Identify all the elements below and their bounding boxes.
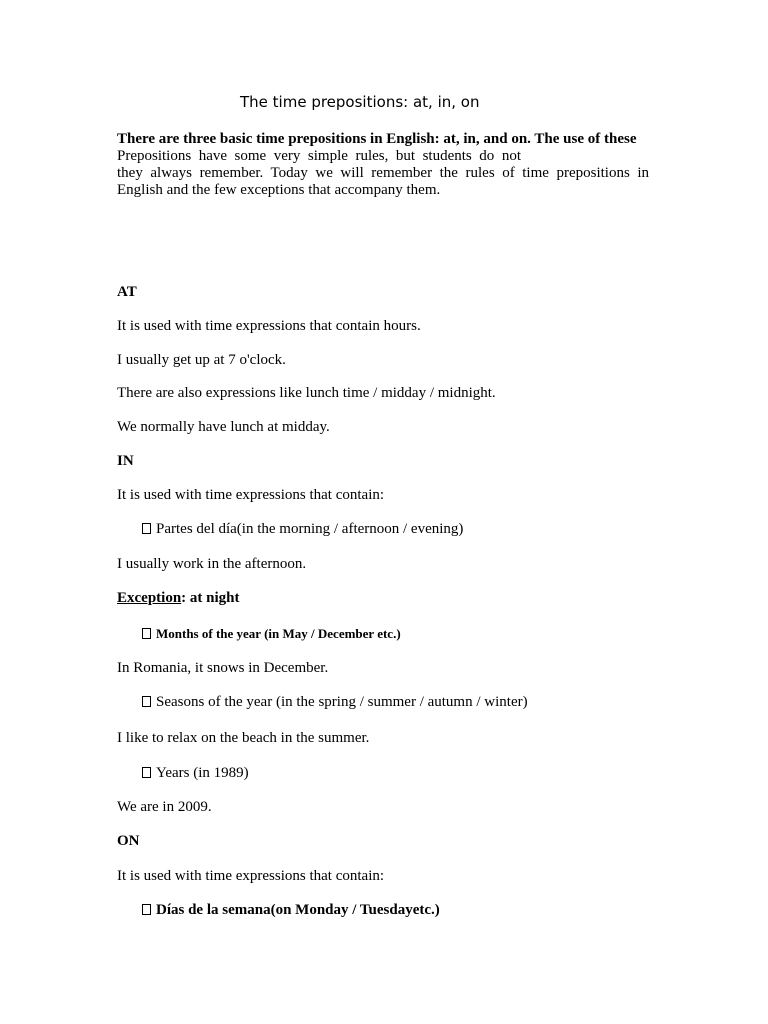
bullet-box-icon [142, 523, 151, 534]
in-bullet-2-text: Months of the year (in May / December etc.) [156, 626, 401, 641]
on-rule: It is used with time expressions that contain: [117, 868, 385, 884]
bullet-box-icon [142, 767, 151, 778]
intro-line-3: they always remember. Today we will remember the rules of time prepositions in [117, 165, 649, 181]
heading-in: IN [117, 453, 134, 469]
intro-paragraph [117, 131, 649, 199]
in-rule: It is used with time expressions that contain: [117, 487, 385, 503]
on-bullet-1 [142, 901, 440, 919]
intro-line-4: English and the few exceptions that accompany them. [117, 182, 441, 198]
in-bullet-2 [142, 625, 401, 643]
exception-text: : at night [181, 590, 240, 606]
exception-label: Exception [117, 590, 182, 606]
in-bullet-3-text: Seasons of the year (in the spring / summer / autumn / winter) [156, 694, 528, 710]
in-example-1: I usually work in the afternoon. [117, 556, 307, 572]
in-bullet-1-text: Partes del día(in the morning / afternoon / evening) [156, 521, 464, 537]
at-rule: It is used with time expressions that contain hours. [117, 318, 421, 334]
bullet-box-icon [142, 628, 151, 639]
intro-line-1: There are three basic time prepositions in English: at, in, and on. The use of these [117, 131, 637, 147]
in-bullet-3 [142, 693, 528, 711]
at-note: There are also expressions like lunch time / midday / midnight. [117, 385, 496, 401]
in-exception [117, 589, 240, 607]
in-bullet-4 [142, 764, 249, 782]
heading-at: AT [117, 284, 137, 300]
bullet-box-icon [142, 904, 151, 915]
in-bullet-1 [142, 520, 463, 538]
heading-on: ON [117, 833, 140, 849]
intro-line-2: Prepositions have some very simple rules, but students do not [117, 148, 521, 164]
at-example-1: I usually get up at 7 o'clock. [117, 352, 286, 368]
on-bullet-1-text: Días de la semana(on Monday / Tuesdayetc.) [156, 902, 440, 918]
in-example-4: We are in 2009. [117, 799, 212, 815]
in-bullet-4-text: Years (in 1989) [156, 765, 249, 781]
in-example-3: I like to relax on the beach in the summer. [117, 730, 370, 746]
bullet-box-icon [142, 696, 151, 707]
in-example-2: In Romania, it snows in December. [117, 660, 329, 676]
at-example-2: We normally have lunch at midday. [117, 419, 330, 435]
document-title: The time prepositions: at, in, on [240, 93, 480, 111]
